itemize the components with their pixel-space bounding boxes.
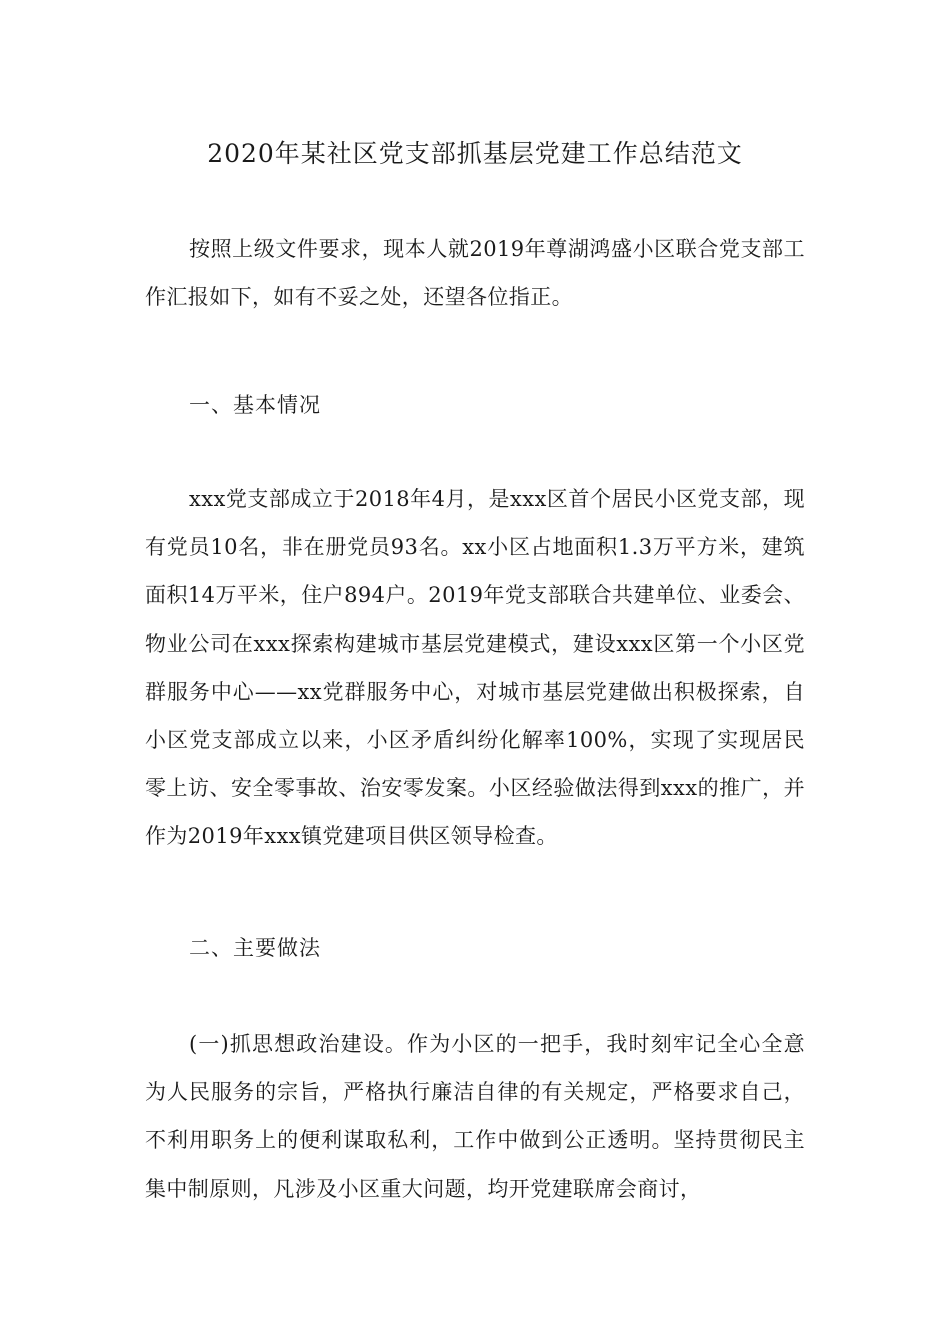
intro-paragraph: 按照上级文件要求，现本人就2019年尊湖鸿盛小区联合党支部工作汇报如下，如有不妥之处，还望各位指正。 [145, 237, 805, 310]
section-heading-basic-situation: 一、基本情况 [189, 393, 321, 417]
section-paragraph-main-practices: (一)抓思想政治建设。作为小区的一把手，我时刻牢记全心全意为人民服务的宗旨，严格执行廉洁自律的有关规定，严格要求自己，不利用职务上的便利谋取私利，工作中做到公正透明。坚持贯彻民主集中制原则，凡涉及小区重大问题，均开党建联席会商讨， [145, 1032, 805, 1201]
section-paragraph-basic-situation: xxx党支部成立于2018年4月，是xxx区首个居民小区党支部，现有党员10名，非在册党员93名。xx小区占地面积1.3万平方米，建筑面积14万平米，住户894户。2019年党支部联合共建单位、业委会、物业公司在xxx探索构建城市基层党建模式，建设xxx区第一个小区党群服务中心——xx党群服务中心，对城市基层党建做出积极探索，自小区党支部成立以来，小区矛盾纠纷化解率100%，实现了实现居民零上访、安全零事故、治安零发案。小区经验做法得到xxx的推广，并作为2019年xxx镇党建项目供区领导检查。 [145, 487, 805, 849]
document-title: 2020年某社区党支部抓基层党建工作总结范文 [207, 139, 743, 168]
section-heading-main-practices: 二、主要做法 [189, 936, 321, 960]
